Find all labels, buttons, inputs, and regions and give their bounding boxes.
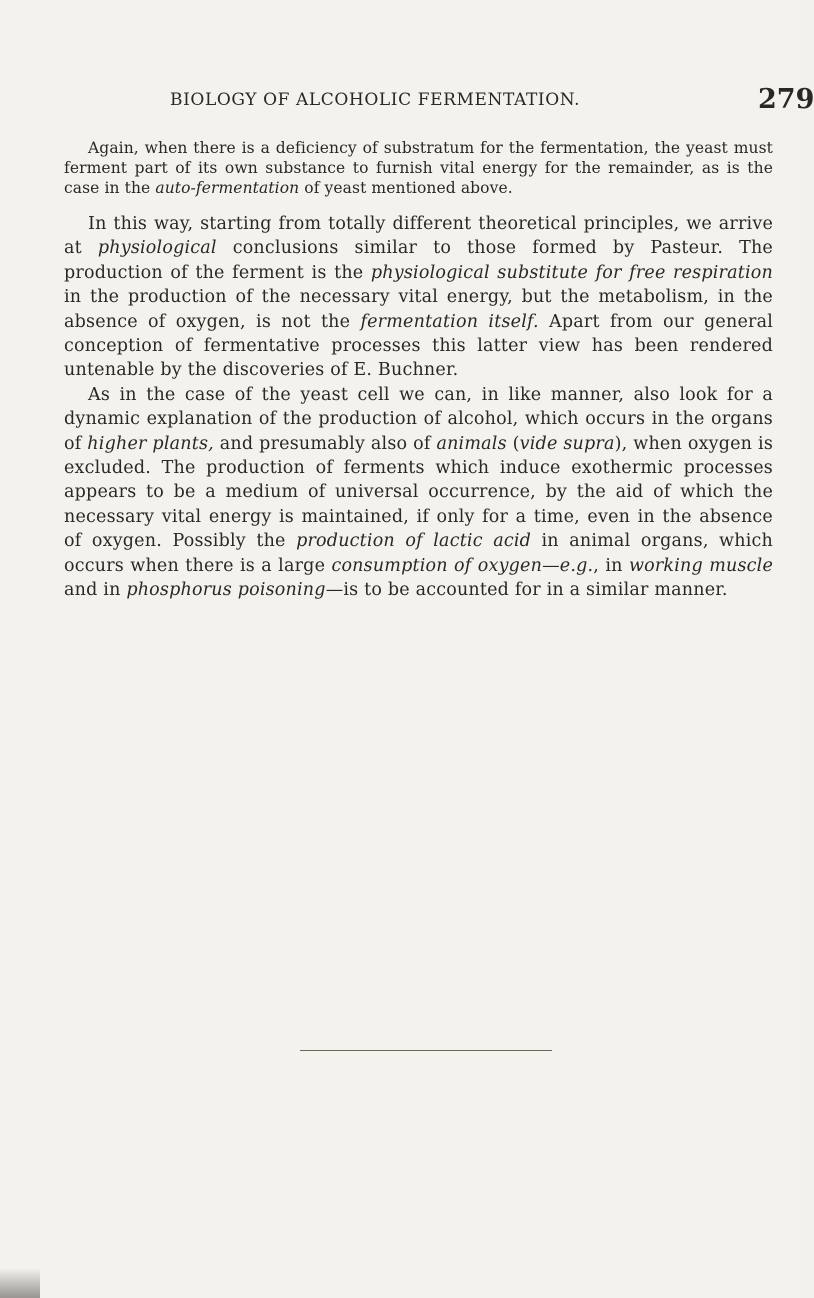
text-run: ( — [506, 433, 520, 454]
page-number: 279 — [758, 84, 814, 115]
italic-term: physiological substitute for free respiration — [370, 262, 773, 283]
italic-term: vide supra — [519, 433, 615, 454]
text-run: In this way, starting from totally different theoretical principles, we arrive at — [64, 214, 773, 259]
italic-term: working muscle — [628, 555, 774, 576]
text-run: — — [542, 555, 560, 576]
italic-term: e.g. — [559, 555, 594, 576]
italic-term: fermentation itself. — [360, 311, 539, 332]
text-run: in the production of the necessary vital energy, but the metabolism, in the absence of oxygen, is not the — [64, 287, 773, 332]
italic-term: phosphorus poisoning — [126, 580, 326, 601]
text-run: conclusions similar to those formed by Pasteur. The production of the ferment is the — [64, 238, 773, 283]
italic-term: auto-fermentation — [155, 179, 300, 197]
italic-term: higher plants, — [87, 433, 214, 454]
body-text — [64, 138, 773, 603]
paragraph-auto-fermentation — [64, 138, 773, 198]
scan-shadow — [0, 1268, 40, 1298]
italic-term: production of lactic acid — [296, 531, 532, 552]
text-run: and presumably also of — [213, 433, 437, 454]
text-run: Again, when there is a deficiency of substratum for the fermentation, the yeast must ferment part of its own substance to furnish vital energy for the remainder, as is the case in the — [64, 139, 773, 197]
text-run: and in — [64, 580, 127, 601]
running-title: BIOLOGY OF ALCOHOLIC FERMENTATION. — [170, 90, 581, 110]
text-run: —is to be accounted for in a similar manner. — [325, 580, 728, 601]
text-run: As in the case of the yeast cell we can, in like manner, also look for a dynamic explanation of the production of alcohol, which occurs in the organs of — [64, 384, 773, 454]
paragraph-physiological-conclusions — [64, 212, 773, 383]
text-run: in animal organs, which occurs when there is a large — [64, 531, 773, 576]
text-run: ), when oxygen is excluded. The production of ferments which induce exothermic processes appears to be a medium of universal occurrence, by the aid of which the necessary vital energy is maintained, if only for a time, even in the absence of oxygen. Possibly the — [64, 433, 773, 552]
paragraph-higher-plants — [64, 383, 773, 603]
section-rule — [300, 1050, 552, 1051]
italic-term: animals — [436, 433, 507, 454]
text-run: , in — [593, 555, 629, 576]
italic-term: physiological — [97, 238, 217, 259]
italic-term: consumption of oxygen — [331, 555, 543, 576]
text-run: Apart from our general conception of fermentative processes this latter view has been rendered untenable by the discoveries of E. Buchner. — [64, 311, 773, 381]
text-run: of yeast mentioned above. — [299, 179, 513, 197]
